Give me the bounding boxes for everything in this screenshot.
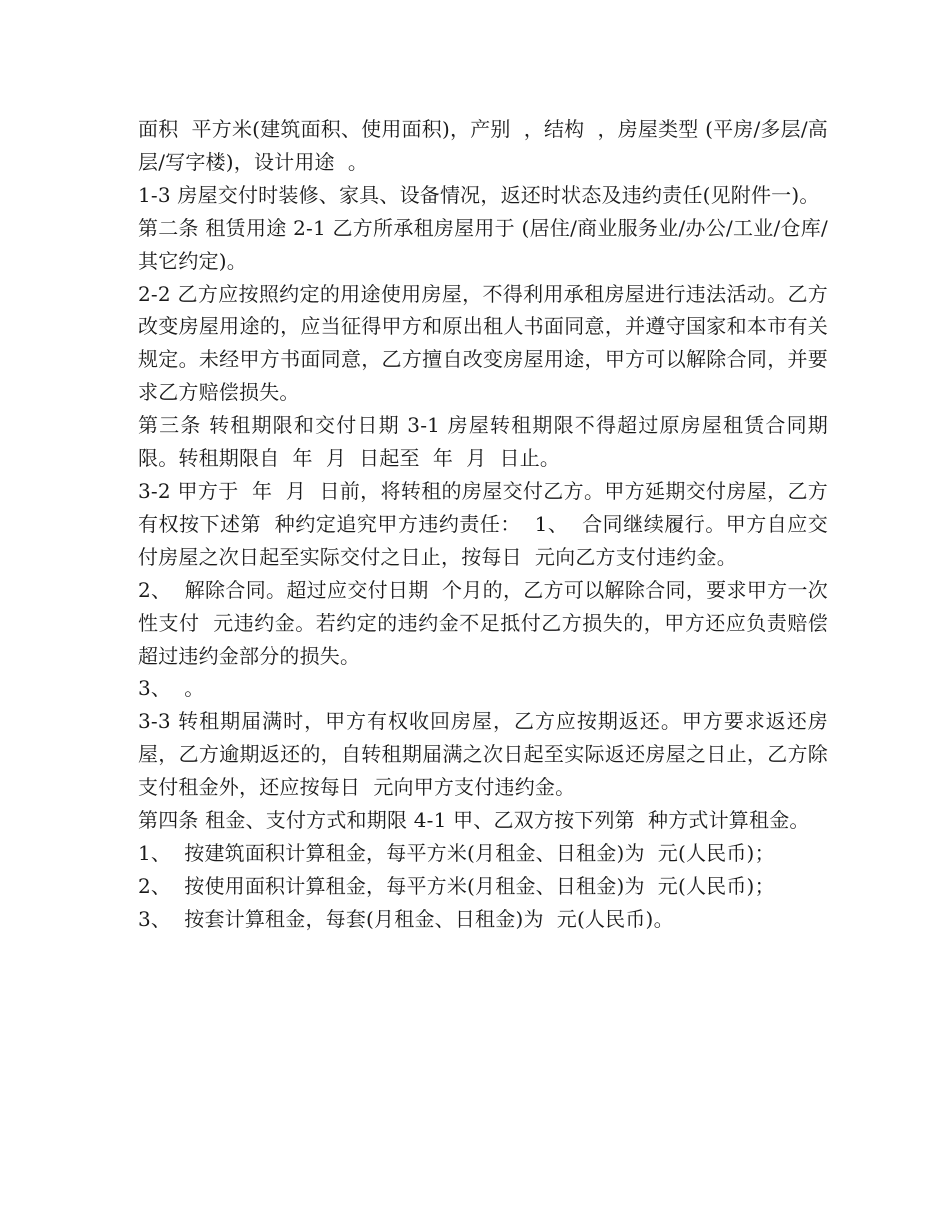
paragraph-rent-option-3: 3、 按套计算租金，每套(月租金、日租金)为 元(人民币)。 bbox=[138, 906, 674, 931]
paragraph-3-3-expiry-return: 3-3 转租期届满时，甲方有权收回房屋，乙方应按期返还。甲方要求返还房屋，乙方逾期返还的，自转租期届满之次日起至实际返还房屋之日止，乙方除支付租金外，还应按每日 元向甲方支付违约金。 bbox=[138, 709, 828, 800]
paragraph-article-4-rent: 第四条 租金、支付方式和期限 4-1 甲、乙双方按下列第 种方式计算租金。 bbox=[138, 808, 810, 833]
paragraph-option-2-terminate: 2、 解除合同。超过应交付日期 个月的，乙方可以解除合同，要求甲方一次性支付 元违约金。若约定的违约金不足抵付乙方损失的，甲方还应负责赔偿超过违约金部分的损失。 bbox=[138, 577, 828, 668]
paragraph-2-2-usage-rules: 2-2 乙方应按照约定的用途使用房屋，不得利用承租房屋进行违法活动。乙方改变房屋用途的，应当征得甲方和原出租人书面同意，并遵守国家和本市有关规定。未经甲方书面同意，乙方擅自改变房屋用途，甲方可以解除合同，并要求乙方赔偿损失。 bbox=[138, 281, 828, 405]
paragraph-article-2-usage: 第二条 租赁用途 2-1 乙方所承租房屋用于 (居住/商业服务业/办公/工业/仓库/其它约定)。 bbox=[138, 215, 828, 273]
paragraph-article-3-term: 第三条 转租期限和交付日期 3-1 房屋转租期限不得超过原房屋租赁合同期限。转租期限自 年 月 日起至 年 月 日止。 bbox=[138, 413, 828, 471]
document-page bbox=[138, 113, 828, 936]
paragraph-3-2-delivery-date: 3-2 甲方于 年 月 日前，将转租的房屋交付乙方。甲方延期交付房屋，乙方有权按下述第 种约定追究甲方违约责任： 1、 合同继续履行。甲方自应交付房屋之次日起至实际交付之日止，按每日 元向乙方支付违约金。 bbox=[138, 478, 828, 569]
paragraph-option-3: 3、 。 bbox=[138, 676, 205, 701]
paragraph-area-and-type: 面积 平方米(建筑面积、使用面积)，产别 ，结构 ，房屋类型 (平房/多层/高层/写字楼)，设计用途 。 bbox=[138, 117, 828, 174]
paragraph-rent-option-1: 1、 按建筑面积计算租金，每平方米(月租金、日租金)为 元(人民币)； bbox=[138, 840, 775, 865]
paragraph-rent-option-2: 2、 按使用面积计算租金，每平方米(月租金、日租金)为 元(人民币)； bbox=[138, 873, 775, 898]
paragraph-1-3-delivery-condition: 1-3 房屋交付时装修、家具、设备情况，返还时状态及违约责任(见附件一)。 bbox=[138, 182, 820, 207]
